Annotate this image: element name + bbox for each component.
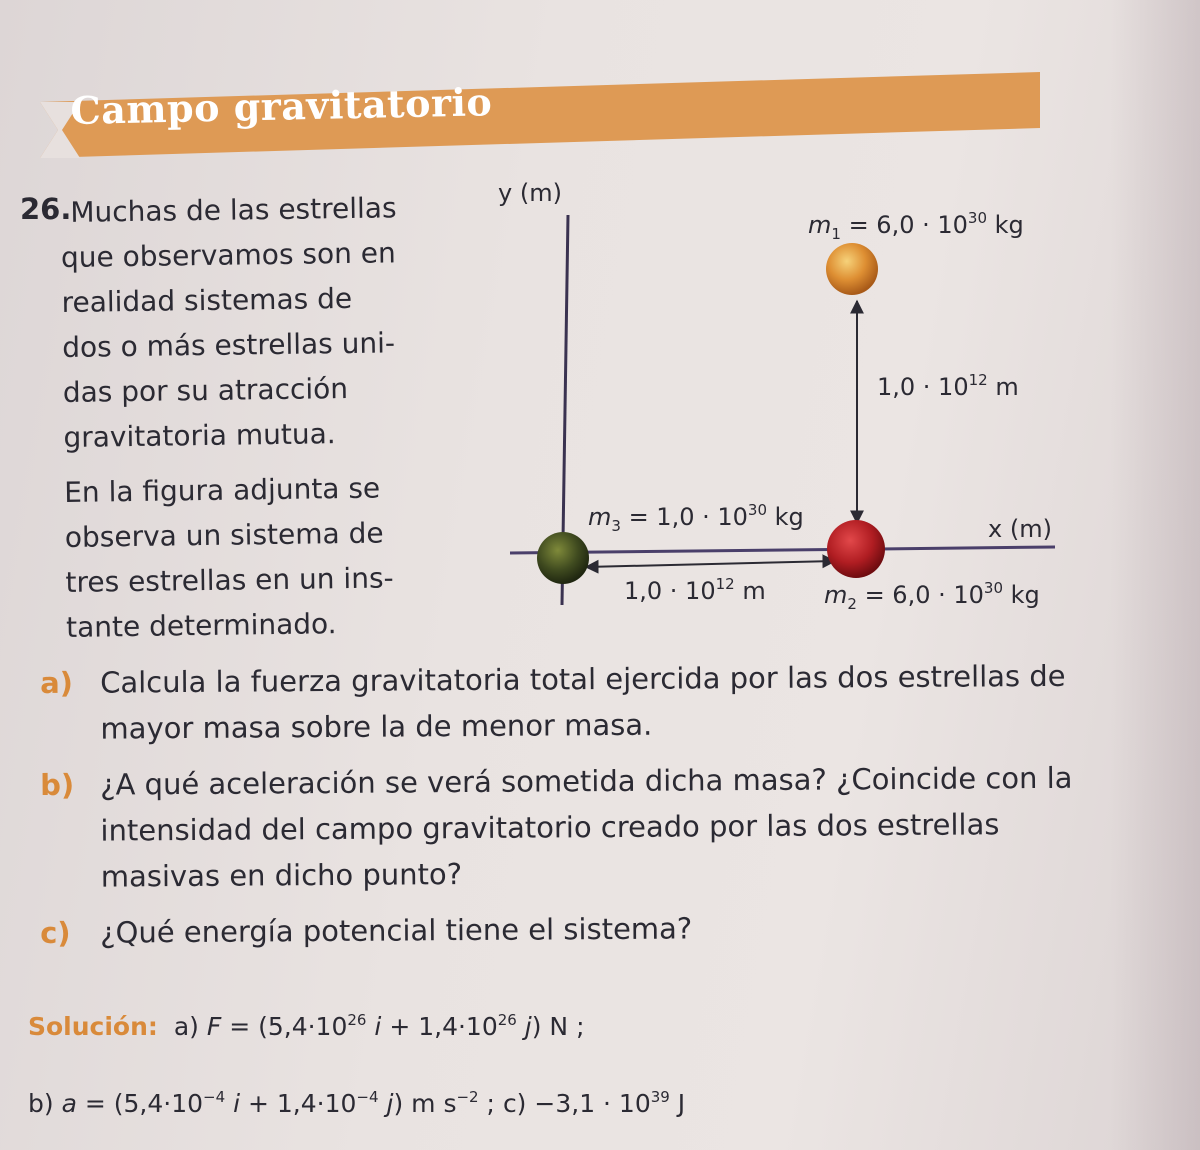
problem-number: 26.	[20, 192, 72, 226]
solution-line-2: b) $a = (5,4\cdot 10^{-4}$ $i + 1,4\cdot 10^{-4}$ j) m $s^{-2}$ ; $c) -3,1 \cdot 10^{39}$ J	[28, 1088, 686, 1118]
question-letter: a)	[40, 665, 74, 700]
question-text: ¿Qué energía potencial tiene el sistema?	[100, 911, 693, 950]
solution-block	[28, 1000, 1128, 1124]
intro-line: Muchas de las estrellas	[70, 191, 397, 229]
question-b	[40, 755, 1081, 900]
intro-line: gravitatoria mutua.	[63, 417, 336, 454]
three-star-diagram	[490, 175, 1080, 625]
m2-label: $m_2 = 6,0 \cdot 10^{30}$ kg	[824, 579, 1040, 613]
horizontal-distance-arrow	[586, 561, 835, 567]
x-axis	[510, 547, 1055, 553]
questions-list	[40, 660, 1080, 966]
intro-line: En la figura adjunta se	[63, 471, 381, 509]
star-m3	[537, 532, 589, 584]
solution-label: Solución:	[28, 1012, 158, 1041]
vector-f: F	[206, 1012, 222, 1041]
m3-label: $m_3 = 1,0 \cdot 10^{30}$ kg	[588, 501, 804, 535]
intro-line: observa un sistema de	[64, 516, 384, 554]
vector-a: a	[61, 1089, 77, 1118]
intro-paragraph-2	[64, 465, 446, 650]
problem-intro	[60, 185, 446, 650]
star-m1	[826, 243, 878, 295]
question-text: ¿A qué aceleración se verá sometida dicha masa? ¿Coincide con la intensidad del campo gravitatorio creado por las dos estrellas masivas en dicho punto?	[100, 760, 1073, 894]
solution-line-1: Solución: a) $F = (5,4\cdot 10^{26}$ $i + 1,4\cdot 10^{26}$ j) N ;	[28, 1011, 585, 1041]
question-letter: b)	[40, 767, 75, 802]
intro-paragraph-1	[60, 185, 444, 460]
question-letter: c)	[40, 915, 71, 950]
y-axis-label: y (m)	[498, 179, 562, 207]
page-spine-shadow	[1110, 0, 1200, 1150]
question-c	[40, 903, 1080, 956]
intro-line: dos o más estrellas uni-	[61, 326, 396, 364]
vertical-distance-label: $1,0 \cdot 10^{12}$ m	[877, 371, 1019, 401]
intro-line: que observamos son en	[60, 236, 396, 274]
section-title: Campo gravitatorio	[70, 79, 493, 133]
intro-line: tres estrellas en un ins-	[65, 561, 394, 599]
x-axis-label: x (m)	[988, 515, 1052, 543]
horizontal-distance-label: $1,0 \cdot 10^{12}$ m	[624, 575, 766, 605]
intro-line: tante determinado.	[65, 607, 337, 644]
intro-line: das por su atracción	[62, 371, 349, 409]
question-a	[40, 653, 1081, 752]
star-m2	[827, 520, 885, 578]
m1-label: $m_1 = 6,0 \cdot 10^{30}$ kg	[808, 209, 1024, 243]
question-text: Calcula la fuerza gravitatoria total ejercida por las dos estrellas de mayor masa sobre la de menor masa.	[100, 658, 1066, 746]
intro-line: realidad sistemas de	[61, 281, 353, 319]
